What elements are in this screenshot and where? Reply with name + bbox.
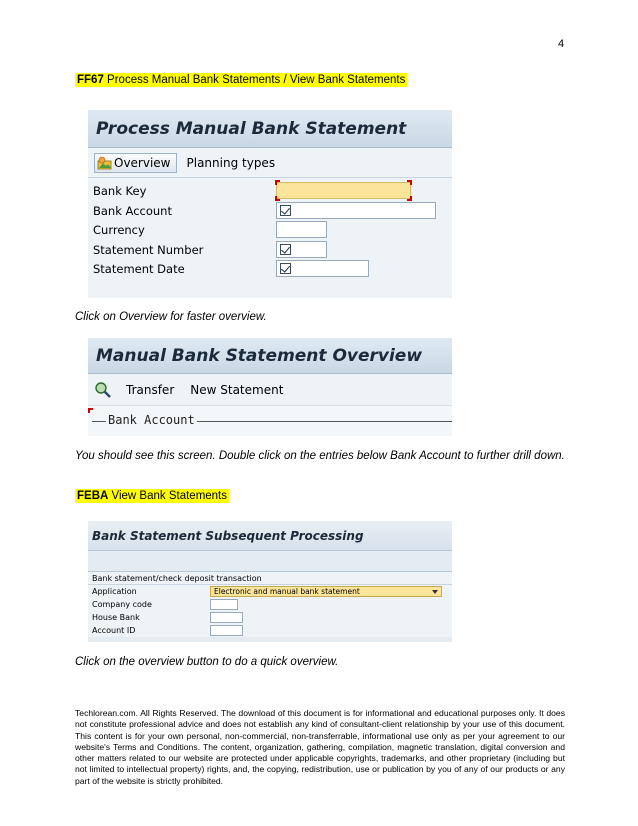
page-number: 4 bbox=[558, 38, 565, 50]
form-row-bank-account bbox=[88, 201, 452, 221]
bank-key-input[interactable] bbox=[276, 182, 411, 199]
required-check-icon bbox=[280, 244, 291, 255]
application-label: Application bbox=[92, 587, 137, 596]
focus-marker bbox=[88, 408, 93, 413]
statement-number-label: Statement Number bbox=[93, 242, 204, 257]
screen-title: Manual Bank Statement Overview bbox=[88, 338, 452, 374]
selection-form bbox=[88, 178, 452, 279]
transaction-code: FF67 bbox=[77, 74, 104, 86]
form-row-house-bank bbox=[88, 611, 452, 624]
toolbar bbox=[88, 374, 452, 406]
process-manual-bank-statement-screen bbox=[88, 110, 452, 298]
manual-bank-statement-overview-screen bbox=[88, 338, 452, 436]
currency-input[interactable] bbox=[276, 221, 327, 238]
overview-tree-area bbox=[88, 406, 452, 436]
account-id-label: Account ID bbox=[92, 626, 136, 635]
section-title: View Bank Statements bbox=[111, 490, 228, 502]
required-check-icon bbox=[280, 263, 291, 274]
transaction-group-box bbox=[88, 571, 452, 637]
caption: Click on the overview button to do a quick overview. bbox=[75, 656, 339, 668]
copyright-footer: Techlorean.com. All Rights Reserved. The download of this document is for informational and educational purposes only. It does not constitute professional advice and does not establish any kind of consultant-client relationship by your use of this document. This content is for your own personal, non-commercial, non-transferrable, informational use only as per your agreement to our website's Terms and Conditions. The content, organization, gathering, compilation, magnetic translation, digital conversion and other matters related to our website are protected under applicable copyrights, trademarks, and other proprietary (including but not limited to intellectual property) rights, and, the copying, redistribution, use or publication by you of any of our products or any part of the website is strictly prohibited. bbox=[75, 708, 565, 786]
form-row-statement-date bbox=[88, 259, 452, 279]
application-select[interactable] bbox=[210, 586, 442, 597]
form-row-application bbox=[88, 585, 452, 598]
company-code-input[interactable] bbox=[210, 599, 238, 610]
required-marker bbox=[275, 180, 280, 185]
currency-label: Currency bbox=[93, 223, 145, 237]
screen-title: Process Manual Bank Statement bbox=[88, 110, 452, 148]
caption: Click on Overview for faster overview. bbox=[75, 311, 267, 323]
group-title: Bank statement/check deposit transaction bbox=[88, 572, 452, 585]
section-heading-feba bbox=[75, 489, 229, 503]
toolbar bbox=[88, 148, 452, 178]
form-row-currency bbox=[88, 220, 452, 240]
overview-icon bbox=[97, 156, 112, 170]
screen-title: Bank Statement Subsequent Processing bbox=[88, 521, 452, 551]
company-code-label: Company code bbox=[92, 600, 152, 609]
bank-account-frame-label[interactable]: Bank Account bbox=[108, 413, 195, 427]
transaction-code: FEBA bbox=[77, 490, 109, 502]
application-value: Electronic and manual bank statement bbox=[214, 587, 360, 596]
statement-date-label: Statement Date bbox=[93, 262, 185, 276]
bank-key-label: Bank Key bbox=[93, 184, 147, 198]
form-row-account-id bbox=[88, 624, 452, 637]
overview-button[interactable] bbox=[94, 153, 177, 173]
form-row-company-code bbox=[88, 598, 452, 611]
statement-date-input[interactable] bbox=[276, 260, 369, 277]
bank-account-input[interactable] bbox=[276, 202, 436, 219]
house-bank-label: House Bank bbox=[92, 613, 140, 622]
form-row-bank-key bbox=[88, 181, 452, 201]
house-bank-input[interactable] bbox=[210, 612, 243, 623]
dropdown-arrow-icon[interactable] bbox=[432, 590, 438, 594]
form-row-statement-number bbox=[88, 240, 452, 260]
section-title: Process Manual Bank Statements / View Bank Statements bbox=[107, 74, 406, 86]
section-heading-ff67 bbox=[75, 73, 407, 87]
new-statement-button[interactable]: New Statement bbox=[190, 382, 284, 397]
account-id-input[interactable] bbox=[210, 625, 243, 636]
required-check-icon bbox=[280, 205, 291, 216]
toolbar-area bbox=[88, 551, 452, 571]
required-marker bbox=[407, 180, 412, 185]
overview-label: Overview bbox=[114, 155, 171, 170]
search-icon[interactable] bbox=[94, 381, 112, 399]
transfer-button[interactable]: Transfer bbox=[126, 382, 175, 397]
caption: You should see this screen. Double click on the entries below Bank Account to further drill down. bbox=[75, 450, 565, 462]
bank-account-label: Bank Account bbox=[93, 203, 172, 218]
planning-types-button[interactable]: Planning types bbox=[186, 155, 276, 170]
bank-statement-subsequent-processing-screen bbox=[88, 521, 452, 642]
statement-number-input[interactable] bbox=[276, 241, 327, 258]
